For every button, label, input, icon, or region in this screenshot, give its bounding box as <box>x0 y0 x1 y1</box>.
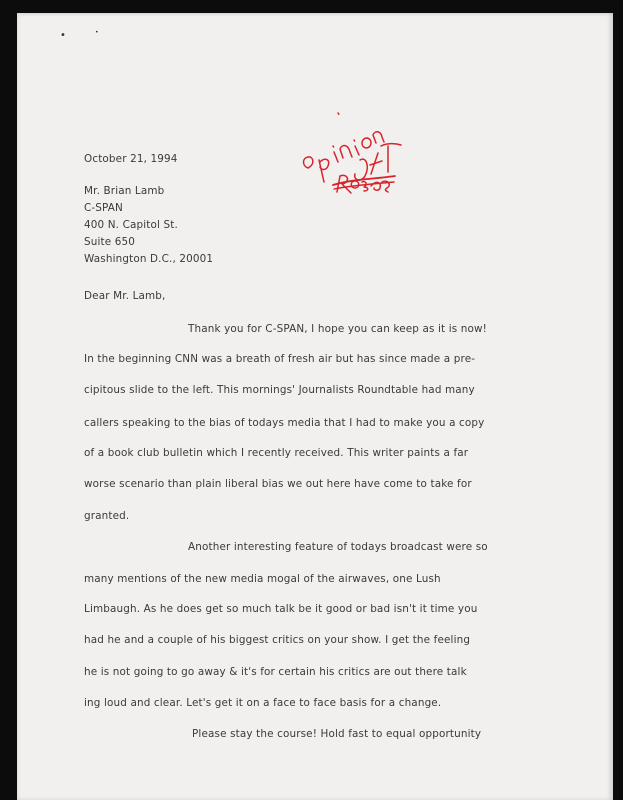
address-line: 400 N. Capitol St. <box>84 219 178 231</box>
address-line: Mr. Brian Lamb <box>84 185 165 197</box>
body-line: Please stay the course! Hold fast to equal opportunity <box>192 728 482 740</box>
address-line: Suite 650 <box>84 236 136 248</box>
body-line: callers speaking to the bias of todays media that I had to make you a copy <box>84 417 485 429</box>
body-line: Another interesting feature of todays broadcast were so <box>188 541 488 553</box>
letter-date: October 21, 1994 <box>84 153 178 165</box>
corner-mark: • <box>95 29 99 36</box>
body-line: cipitous slide to the left. This mornings' Journalists Roundtable had many <box>84 384 475 396</box>
body-line: granted. <box>84 510 130 522</box>
body-line: worse scenario than plain liberal bias we out here have come to take for <box>84 478 472 490</box>
body-line: Thank you for C-SPAN, I hope you can keep as it is now! <box>188 323 487 335</box>
handwritten-annotation <box>300 98 430 208</box>
body-line: had he and a couple of his biggest critics on your show. I get the feeling <box>84 634 471 646</box>
address-line: C-SPAN <box>84 202 123 214</box>
body-line: he is not going to go away & it's for certain his critics are out there talk <box>84 666 467 678</box>
body-line: In the beginning CNN was a breath of fresh air but has since made a pre- <box>84 353 476 365</box>
body-line: many mentions of the new media mogal of the airwaves, one Lush <box>84 573 441 585</box>
body-line: of a book club bulletin which I recently received. This writer paints a far <box>84 447 469 459</box>
address-line: Washington D.C., 20001 <box>84 253 214 265</box>
letter-page <box>17 13 613 800</box>
salutation: Dear Mr. Lamb, <box>84 290 166 302</box>
corner-mark: • <box>60 30 66 41</box>
body-line: ing loud and clear. Let's get it on a face to face basis for a change. <box>84 697 442 709</box>
body-line: Limbaugh. As he does get so much talk be it good or bad isn't it time you <box>84 603 478 615</box>
